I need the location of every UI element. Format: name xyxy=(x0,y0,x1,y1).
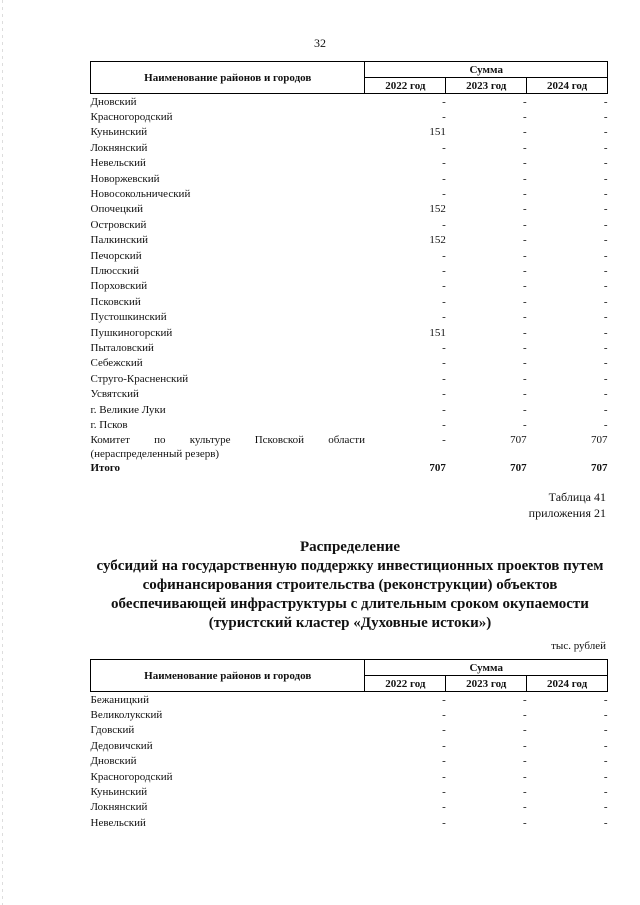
table-row xyxy=(91,202,608,217)
table-row xyxy=(91,140,608,155)
amount-cell: - xyxy=(522,203,527,216)
amount-cell: - xyxy=(603,326,608,339)
table-row xyxy=(91,754,608,769)
committee-name-line-2: (нераспределенный резерв) xyxy=(90,447,220,460)
amount-cell: - xyxy=(522,264,527,277)
table-number: Таблица 41 xyxy=(548,490,606,504)
district-name: Новосокольнический xyxy=(90,188,191,201)
amount-cell: - xyxy=(442,357,446,370)
amount-cell: - xyxy=(603,203,608,216)
table-row xyxy=(91,186,608,201)
district-name: Пушкиногорский xyxy=(90,326,173,339)
amount-cell: - xyxy=(522,218,527,231)
amount-cell: - xyxy=(522,295,527,308)
amount-cell: - xyxy=(603,755,608,768)
amount-cell: - xyxy=(603,188,608,201)
amount-cell: - xyxy=(603,801,608,814)
district-name: Дновский xyxy=(90,755,137,768)
amount-cell: - xyxy=(603,218,608,231)
amount-cell: - xyxy=(603,403,608,416)
column-header-sum: Сумма xyxy=(365,660,608,676)
table-row xyxy=(91,371,608,386)
table-row xyxy=(91,707,608,722)
amount-cell: - xyxy=(442,739,446,752)
table-row xyxy=(91,294,608,309)
table-row xyxy=(91,784,608,799)
amount-cell: - xyxy=(442,388,446,401)
table-row xyxy=(91,94,608,110)
total-amount: 707 xyxy=(510,462,527,475)
heading-line-5: (туристский кластер «Духовные истоки») xyxy=(208,615,492,631)
amount-cell: - xyxy=(603,311,608,324)
amount-cell: - xyxy=(442,816,446,829)
amount-cell: - xyxy=(442,709,446,722)
amount-cell: - xyxy=(522,188,527,201)
amount-cell: - xyxy=(442,141,446,154)
amount-cell: - xyxy=(442,218,446,231)
total-amount: 707 xyxy=(591,462,608,475)
table-row xyxy=(91,800,608,815)
amount-cell: - xyxy=(522,249,527,262)
amount-cell: - xyxy=(522,755,527,768)
table-row xyxy=(91,386,608,401)
district-name: Невельский xyxy=(90,157,146,170)
district-name: Псковский xyxy=(90,295,141,308)
district-name: г. Псков xyxy=(90,418,128,431)
table-row xyxy=(91,248,608,263)
amount-cell: - xyxy=(603,341,608,354)
column-header-name: Наименование районов и городов xyxy=(91,660,365,692)
amount-cell: - xyxy=(522,311,527,324)
section-heading xyxy=(60,538,640,633)
district-name: Невельский xyxy=(90,816,146,829)
amount-cell: - xyxy=(603,280,608,293)
district-name: Куньинский xyxy=(90,126,148,139)
amount-cell: - xyxy=(522,388,527,401)
column-header-2023: 2023 год xyxy=(446,676,527,692)
table-row xyxy=(91,171,608,186)
district-name: Бежаницкий xyxy=(90,693,149,706)
amount-cell: - xyxy=(603,126,608,139)
amount-cell: - xyxy=(603,141,608,154)
amount-cell: - xyxy=(442,295,446,308)
amount-cell: - xyxy=(603,95,608,108)
amount-cell: - xyxy=(442,311,446,324)
amount-cell: - xyxy=(442,786,446,799)
amount-cell: - xyxy=(442,249,446,262)
district-name: Пустошкинский xyxy=(90,311,167,324)
district-name: Красногородский xyxy=(90,770,173,783)
amount-cell: - xyxy=(603,264,608,277)
amount-cell: - xyxy=(603,295,608,308)
table-row xyxy=(91,263,608,278)
allocation-table-1 xyxy=(90,61,608,476)
total-amount: 707 xyxy=(429,462,446,475)
amount-cell: - xyxy=(522,326,527,339)
appendix-reference: приложения 21 xyxy=(528,506,606,520)
table-note xyxy=(529,489,606,521)
table-row xyxy=(91,815,608,830)
column-header-2024: 2024 год xyxy=(527,78,608,94)
column-header-2022: 2022 год xyxy=(365,78,446,94)
amount-cell: - xyxy=(522,418,527,431)
district-name: Плюсский xyxy=(90,264,140,277)
amount-cell: - xyxy=(442,403,446,416)
amount-cell: 151 xyxy=(429,126,446,139)
amount-cell: - xyxy=(522,95,527,108)
scan-edge xyxy=(2,0,3,905)
amount-cell: - xyxy=(603,739,608,752)
district-name: г. Великие Луки xyxy=(90,403,166,416)
amount-cell: - xyxy=(522,126,527,139)
units-label: тыс. рублей xyxy=(551,640,606,652)
amount-cell: - xyxy=(603,157,608,170)
amount-cell: - xyxy=(442,755,446,768)
district-name: Опочецкий xyxy=(90,203,143,216)
amount-cell: - xyxy=(603,724,608,737)
table-row xyxy=(91,417,608,432)
amount-cell: - xyxy=(522,141,527,154)
page-number: 32 xyxy=(314,36,326,50)
amount-cell: - xyxy=(442,418,446,431)
amount-cell: - xyxy=(442,95,446,108)
amount-cell: - xyxy=(522,157,527,170)
district-name: Куньинский xyxy=(90,786,148,799)
table-row xyxy=(91,279,608,294)
table-row xyxy=(91,402,608,417)
amount-cell: - xyxy=(442,111,446,124)
amount-cell: - xyxy=(522,724,527,737)
heading-line-2: субсидий на государственную поддержку инвестиционных проектов путем xyxy=(96,558,604,574)
amount-cell: 152 xyxy=(429,234,446,247)
amount-cell: - xyxy=(442,188,446,201)
amount-cell: - xyxy=(442,264,446,277)
amount-cell: - xyxy=(522,341,527,354)
amount-cell: - xyxy=(522,739,527,752)
amount-cell: - xyxy=(522,372,527,385)
heading-line-1: Распределение xyxy=(299,539,401,555)
amount-cell: 707 xyxy=(510,433,527,446)
amount-cell: 707 xyxy=(591,433,608,446)
amount-cell: - xyxy=(603,418,608,431)
table-row-total xyxy=(91,461,608,476)
heading-line-4: обеспечивающей инфраструктуры с длительным сроком окупаемости xyxy=(111,596,589,612)
amount-cell: - xyxy=(442,172,446,185)
amount-cell: - xyxy=(522,786,527,799)
table-row xyxy=(91,109,608,124)
column-header-2024: 2024 год xyxy=(527,676,608,692)
amount-cell: - xyxy=(522,403,527,416)
amount-cell: - xyxy=(522,709,527,722)
district-name: Пыталовский xyxy=(90,341,154,354)
column-header-2022: 2022 год xyxy=(365,676,446,692)
district-name: Дедовичский xyxy=(90,739,153,752)
table-row xyxy=(91,356,608,371)
amount-cell: - xyxy=(522,770,527,783)
amount-cell: 152 xyxy=(429,203,446,216)
column-header-name: Наименование районов и городов xyxy=(91,62,365,94)
table-row xyxy=(91,309,608,324)
table-row xyxy=(91,340,608,355)
district-name: Гдовский xyxy=(90,724,135,737)
amount-cell: - xyxy=(442,157,446,170)
amount-cell: - xyxy=(522,111,527,124)
district-name: Палкинский xyxy=(90,234,149,247)
amount-cell: - xyxy=(442,801,446,814)
district-name: Великолукский xyxy=(90,709,163,722)
amount-cell: - xyxy=(522,234,527,247)
table-row xyxy=(91,125,608,140)
allocation-table-2 xyxy=(90,659,608,831)
amount-cell: - xyxy=(442,372,446,385)
amount-cell: - xyxy=(603,709,608,722)
amount-cell: - xyxy=(603,111,608,124)
amount-cell: - xyxy=(522,693,527,706)
amount-cell: - xyxy=(442,280,446,293)
district-name: Новоржевский xyxy=(90,172,160,185)
column-header-sum: Сумма xyxy=(365,62,608,78)
amount-cell: - xyxy=(522,357,527,370)
amount-cell: - xyxy=(603,357,608,370)
total-label: Итого xyxy=(90,462,121,475)
table-row-committee xyxy=(91,433,608,461)
district-name: Локнянский xyxy=(90,801,148,814)
district-name: Островский xyxy=(90,218,147,231)
amount-cell: - xyxy=(603,388,608,401)
district-name: Усвятский xyxy=(90,388,139,401)
district-name: Красногородский xyxy=(90,111,173,124)
district-name: Дновский xyxy=(90,95,137,108)
amount-cell: 151 xyxy=(429,326,446,339)
amount-cell: - xyxy=(442,341,446,354)
committee-name xyxy=(91,433,365,461)
district-name: Локнянский xyxy=(90,141,148,154)
amount-cell: - xyxy=(603,234,608,247)
table-row xyxy=(91,233,608,248)
table-row xyxy=(91,738,608,753)
table-row xyxy=(91,217,608,232)
district-name: Струго-Красненский xyxy=(90,372,189,385)
heading-line-3: софинансирования строительства (реконструкции) объектов xyxy=(142,577,558,593)
district-name: Печорский xyxy=(90,249,142,262)
amount-cell: - xyxy=(442,433,446,446)
amount-cell: - xyxy=(442,724,446,737)
amount-cell: - xyxy=(603,786,608,799)
table-row xyxy=(91,325,608,340)
amount-cell: - xyxy=(603,816,608,829)
amount-cell: - xyxy=(442,693,446,706)
table-row xyxy=(91,692,608,708)
amount-cell: - xyxy=(522,801,527,814)
district-name: Порховский xyxy=(90,280,148,293)
amount-cell: - xyxy=(522,280,527,293)
amount-cell: - xyxy=(522,172,527,185)
amount-cell: - xyxy=(603,770,608,783)
committee-name-line-1: Комитет по культуре Псковской области xyxy=(90,433,365,446)
amount-cell: - xyxy=(603,172,608,185)
table-row xyxy=(91,156,608,171)
amount-cell: - xyxy=(603,693,608,706)
column-header-2023: 2023 год xyxy=(446,78,527,94)
amount-cell: - xyxy=(522,816,527,829)
table-row xyxy=(91,769,608,784)
amount-cell: - xyxy=(442,770,446,783)
table-row xyxy=(91,723,608,738)
amount-cell: - xyxy=(603,372,608,385)
district-name: Себежский xyxy=(90,357,143,370)
amount-cell: - xyxy=(603,249,608,262)
